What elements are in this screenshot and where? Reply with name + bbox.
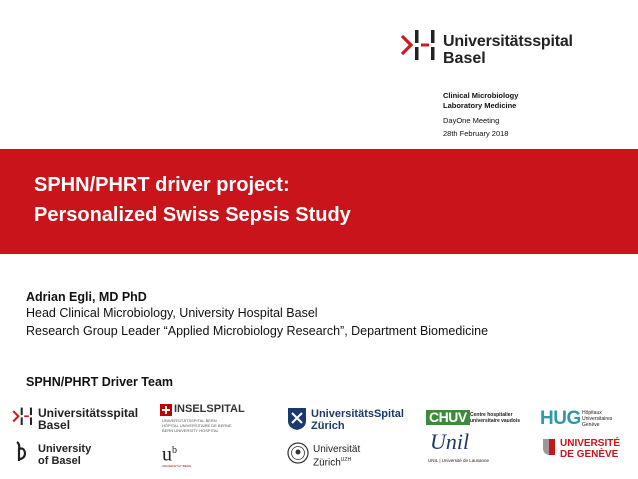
insel-ubern-logos <box>160 403 280 475</box>
uzh-sup: UZH <box>340 457 352 463</box>
event-name: DayOne Meeting <box>443 116 500 125</box>
uzh-line2-text: Zürich <box>313 457 341 469</box>
usz-line1: UniversitätsSpital <box>311 408 404 420</box>
uzh-line2 <box>313 455 351 468</box>
unige-line2: DE GENÈVE <box>560 449 619 460</box>
logo-name-line2: Basel <box>443 50 486 67</box>
chuv-mark: CHUV <box>426 410 470 425</box>
insel-cross-icon <box>160 404 172 416</box>
insel-name: INSELSPITAL <box>174 403 245 415</box>
unil-mark: Unil <box>430 429 470 454</box>
usb-small-logo-icon <box>12 407 34 429</box>
insel-sub2: HÔPITAL UNIVERSITAIRE DE BERNE <box>162 423 232 428</box>
unige-line1: UNIVERSITÉ <box>560 438 621 449</box>
unige-crest-icon <box>542 438 556 456</box>
usb-logo-icon <box>400 30 438 66</box>
hug-unige-logos <box>540 410 636 476</box>
unibas-line2: of Basel <box>38 455 81 467</box>
usb-small-line2: Basel <box>38 418 71 432</box>
unibas-line1: University <box>38 443 92 455</box>
insel-sub1: UNIVERSITÄTSSPITAL BERN <box>162 418 217 423</box>
ubern-mark-u: u <box>162 443 172 466</box>
logo-name-line1: Universitätsspital <box>443 33 573 50</box>
ubern-caption: UNIVERSITÄT BERN <box>162 464 191 468</box>
usb-small-line1: Universitätsspital <box>38 406 139 420</box>
hug-mark: HUG <box>540 408 581 429</box>
unibas-crest-icon <box>14 441 30 463</box>
uzh-seal-icon <box>287 442 309 464</box>
uzh-line1: Universität <box>313 444 361 455</box>
hug-line1: Hôpitaux <box>582 410 602 416</box>
team-heading: SPHN/PHRT Driver Team <box>26 375 174 389</box>
event-date: 28th February 2018 <box>443 129 509 138</box>
title-band <box>0 149 638 254</box>
chuv-line2: universitaire vaudois <box>470 418 521 424</box>
hug-line3: Genève <box>582 422 600 428</box>
title-line1: SPHN/PHRT driver project: <box>34 174 290 196</box>
department-line1: Clinical Microbiology <box>443 91 519 100</box>
usz-line2: Zürich <box>311 420 345 432</box>
author-affiliation2: Research Group Leader “Applied Microbiology Research”, Department Biomedicine <box>26 324 489 338</box>
department-line2: Laboratory Medicine <box>443 101 517 110</box>
title-line2: Personalized Swiss Sepsis Study <box>34 204 351 226</box>
usz-shield-icon <box>287 407 307 431</box>
ubern-mark <box>162 441 177 465</box>
chuv-unil-logos <box>426 410 526 476</box>
usb-unibas-logos <box>12 405 147 475</box>
author-affiliation1: Head Clinical Microbiology, University Hospital Basel <box>26 306 318 320</box>
chuv-line1: Centre hospitalier <box>470 412 513 418</box>
hug-line2: Universitaires <box>582 416 613 422</box>
usz-uzh-logos <box>287 407 407 475</box>
ubern-mark-b: b <box>172 445 177 456</box>
author-name: Adrian Egli, MD PhD <box>26 290 147 304</box>
hospital-logo <box>400 26 600 72</box>
insel-sub3: BERN UNIVERSITY HOSPITAL <box>162 428 219 433</box>
unil-caption: UNIL | Université de Lausanne <box>428 458 490 463</box>
